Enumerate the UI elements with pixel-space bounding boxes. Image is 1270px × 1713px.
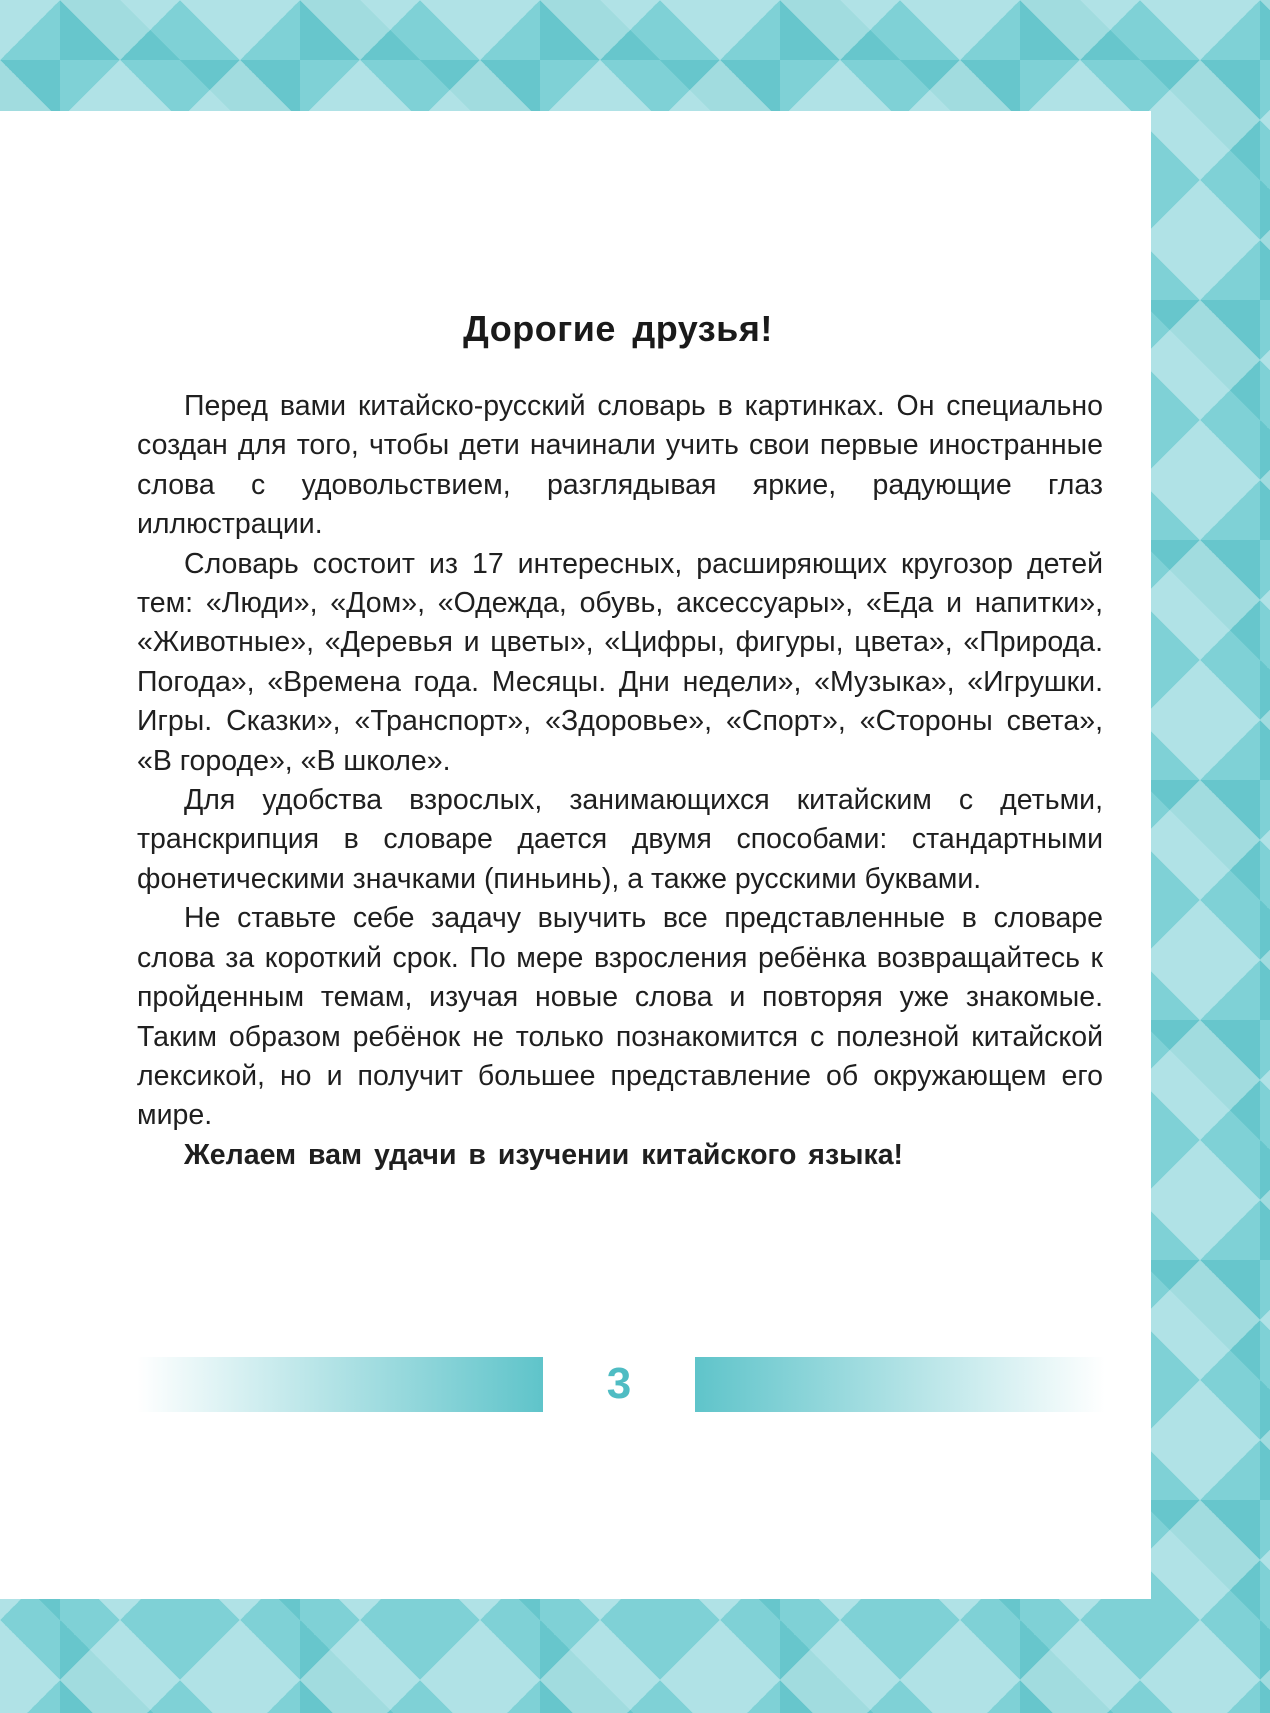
body-text [137,387,1103,1175]
page-title: Дорогие друзья! [463,308,773,349]
paragraph-intro: Перед вами китайско-русский словарь в картинках. Он специально создан для того, чтобы дети начинали учить свои первые иностранные слова с удовольствием, разглядывая яркие, радующие глаз иллюстрации. [137,390,1103,541]
footer-bar-right [695,1357,1105,1412]
paragraph-transcription: Для удобства взрослых, занимающихся китайским с детьми, транскрипция в словаре дается двумя способами: стандартными фонетическими значками (пиньинь), а также русскими буквами. [137,784,1103,895]
paragraph-topics: Словарь состоит из 17 интересных, расширяющих кругозор детей тем: «Люди», «Дом», «Одежда, обувь, аксессуары», «Еда и напитки», «Животные», «Деревья и цветы», «Цифры, фигуры, цвета», «Природа. Погода», «Времена года. Месяцы. Дни недели», «Музыка», «Игрушки. Игры. Сказки», «Транспорт», «Здоровье», «Спорт», «Стороны света», «В городе», «В школе». [137,547,1103,777]
footer-bar-left [137,1357,543,1412]
paragraph-advice: Не ставьте себе задачу выучить все представленные в словаре слова за короткий срок. По мере взросления ребёнка возвращайтесь к пройденным темам, изучая новые слова и повторяя уже знакомые. Таким образом ребёнок не только познакомится с полезной китайской лексикой, но и получит большее представление об окружающем его мире. [137,902,1103,1132]
page-number: 3 [606,1359,632,1408]
closing-wish: Желаем вам удачи в изучении китайского языка! [184,1138,904,1171]
